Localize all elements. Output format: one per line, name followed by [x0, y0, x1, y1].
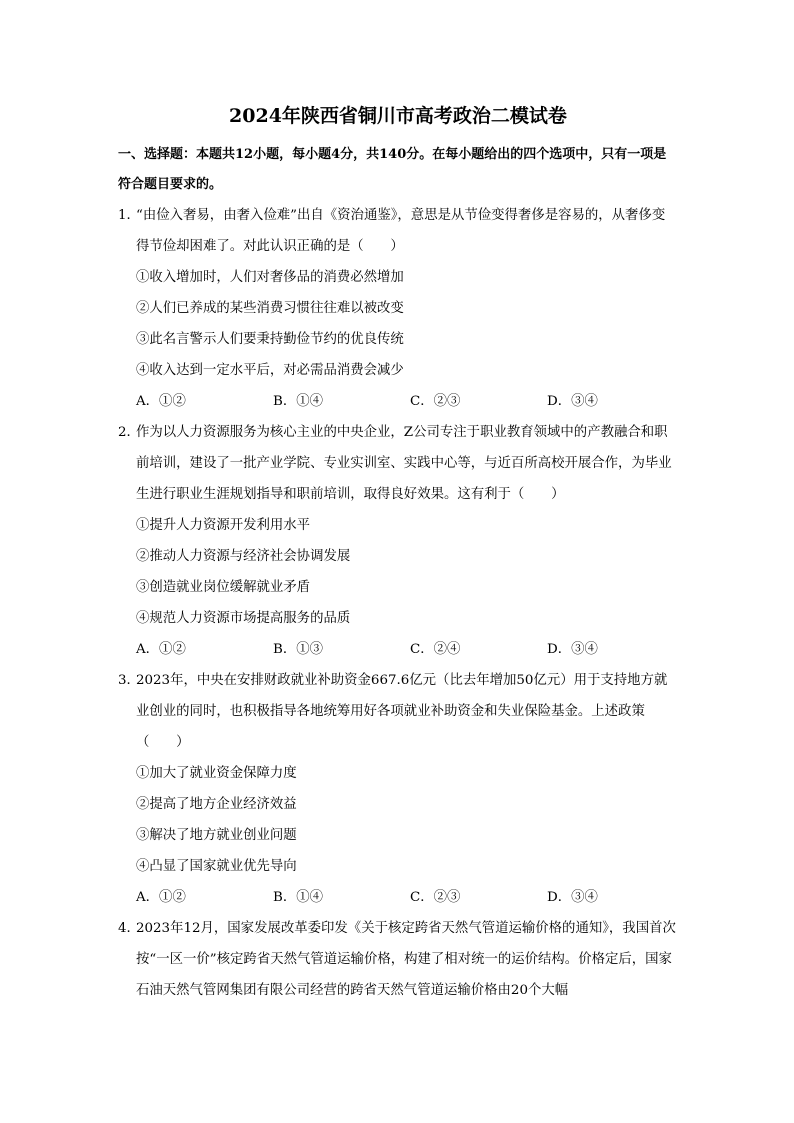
page-title: 2024年陕西省铜川市高考政治二模试卷: [229, 105, 567, 127]
statement-item: ①收入增加时，人们对奢侈品的消费必然增加: [136, 270, 404, 285]
question-stem: [118, 200, 678, 262]
statement-item: ①提升人力资源开发利用水平: [136, 518, 311, 533]
question-1: [118, 200, 678, 417]
question-stem: [118, 913, 678, 1006]
question-4: [118, 913, 678, 1006]
answer-choices: [118, 634, 678, 665]
section-heading: 一、选择题：本题共12小题，每小题4分，共140分。在每小题给出的四个选项中，只有一项是符合题目要求的。: [118, 147, 667, 192]
statement-item: ③创造就业岗位缓解就业矛盾: [136, 580, 311, 595]
question-text: 2023年，中央在安排财政就业补助资金667.6亿元（比去年增加50亿元）用于支持地方就业创业的同时，也积极指导各地统筹用好各项就业补助资金和失业保险基金。上述政策（ ）: [136, 673, 668, 750]
question-number: 2．: [118, 425, 140, 440]
statement-item: ③解决了地方就业创业问题: [136, 828, 297, 843]
question-number: 4．: [118, 921, 140, 936]
answer-choice: C．②③: [410, 890, 461, 905]
statement-item: ④规范人力资源市场提高服务的品质: [136, 611, 351, 626]
statement-item: ①加大了就业资金保障力度: [136, 766, 297, 781]
answer-choice: B．①③: [273, 642, 324, 657]
question-number: 1．: [118, 208, 140, 223]
answer-choices: [118, 882, 678, 913]
question-text: 2023年12月，国家发展改革委印发《关于核定跨省天然气管道运输价格的通知》，我国首次按“一区一价”核定跨省天然气管道运输价格，构建了相对统一的运价结构。价格定后，国家石油天然气管网集团有限公司经营的跨省天然气管道运输价格由20个大幅: [136, 921, 676, 998]
question-3: [118, 665, 678, 913]
statement-item: ④凸显了国家就业优先导向: [136, 859, 297, 874]
exam-page: [118, 102, 678, 1006]
answer-choice: D．③④: [547, 890, 598, 905]
answer-choice: B．①④: [273, 394, 324, 409]
question-stem: [118, 417, 678, 510]
question-number: 3．: [118, 673, 140, 688]
answer-choice: A．①②: [136, 890, 186, 905]
question-text: 作为以人力资源服务为核心主业的中央企业，Z公司专注于职业教育领域中的产教融合和职前培训，建设了一批产业学院、专业实训室、实践中心等，与近百所高校开展合作，为毕业生进行职业生涯规划指导和职前培训，取得良好效果。这有利于（ ）: [136, 425, 672, 502]
question-text: “由俭入奢易，由奢入俭难”出自《资治通鉴》，意思是从节俭变得奢侈是容易的，从奢侈变得节俭却困难了。对此认识正确的是（ ）: [136, 208, 666, 254]
statement-item: ②人们已养成的某些消费习惯往往难以被改变: [136, 301, 404, 316]
question-stem: [118, 665, 678, 758]
question-2: [118, 417, 678, 665]
answer-choices: [118, 386, 678, 417]
answer-choice: D．③④: [547, 642, 598, 657]
answer-choice: A．①②: [136, 394, 186, 409]
statement-item: ③此名言警示人们要秉持勤俭节约的优良传统: [136, 332, 404, 347]
answer-choice: B．①④: [273, 890, 324, 905]
answer-choice: C．②④: [410, 642, 461, 657]
statement-item: ②推动人力资源与经济社会协调发展: [136, 549, 351, 564]
answer-choice: A．①②: [136, 642, 186, 657]
answer-choice: D．③④: [547, 394, 598, 409]
answer-choice: C．②③: [410, 394, 461, 409]
statement-item: ②提高了地方企业经济效益: [136, 797, 297, 812]
statement-item: ④收入达到一定水平后，对必需品消费会减少: [136, 363, 404, 378]
question-list: [118, 200, 678, 1006]
